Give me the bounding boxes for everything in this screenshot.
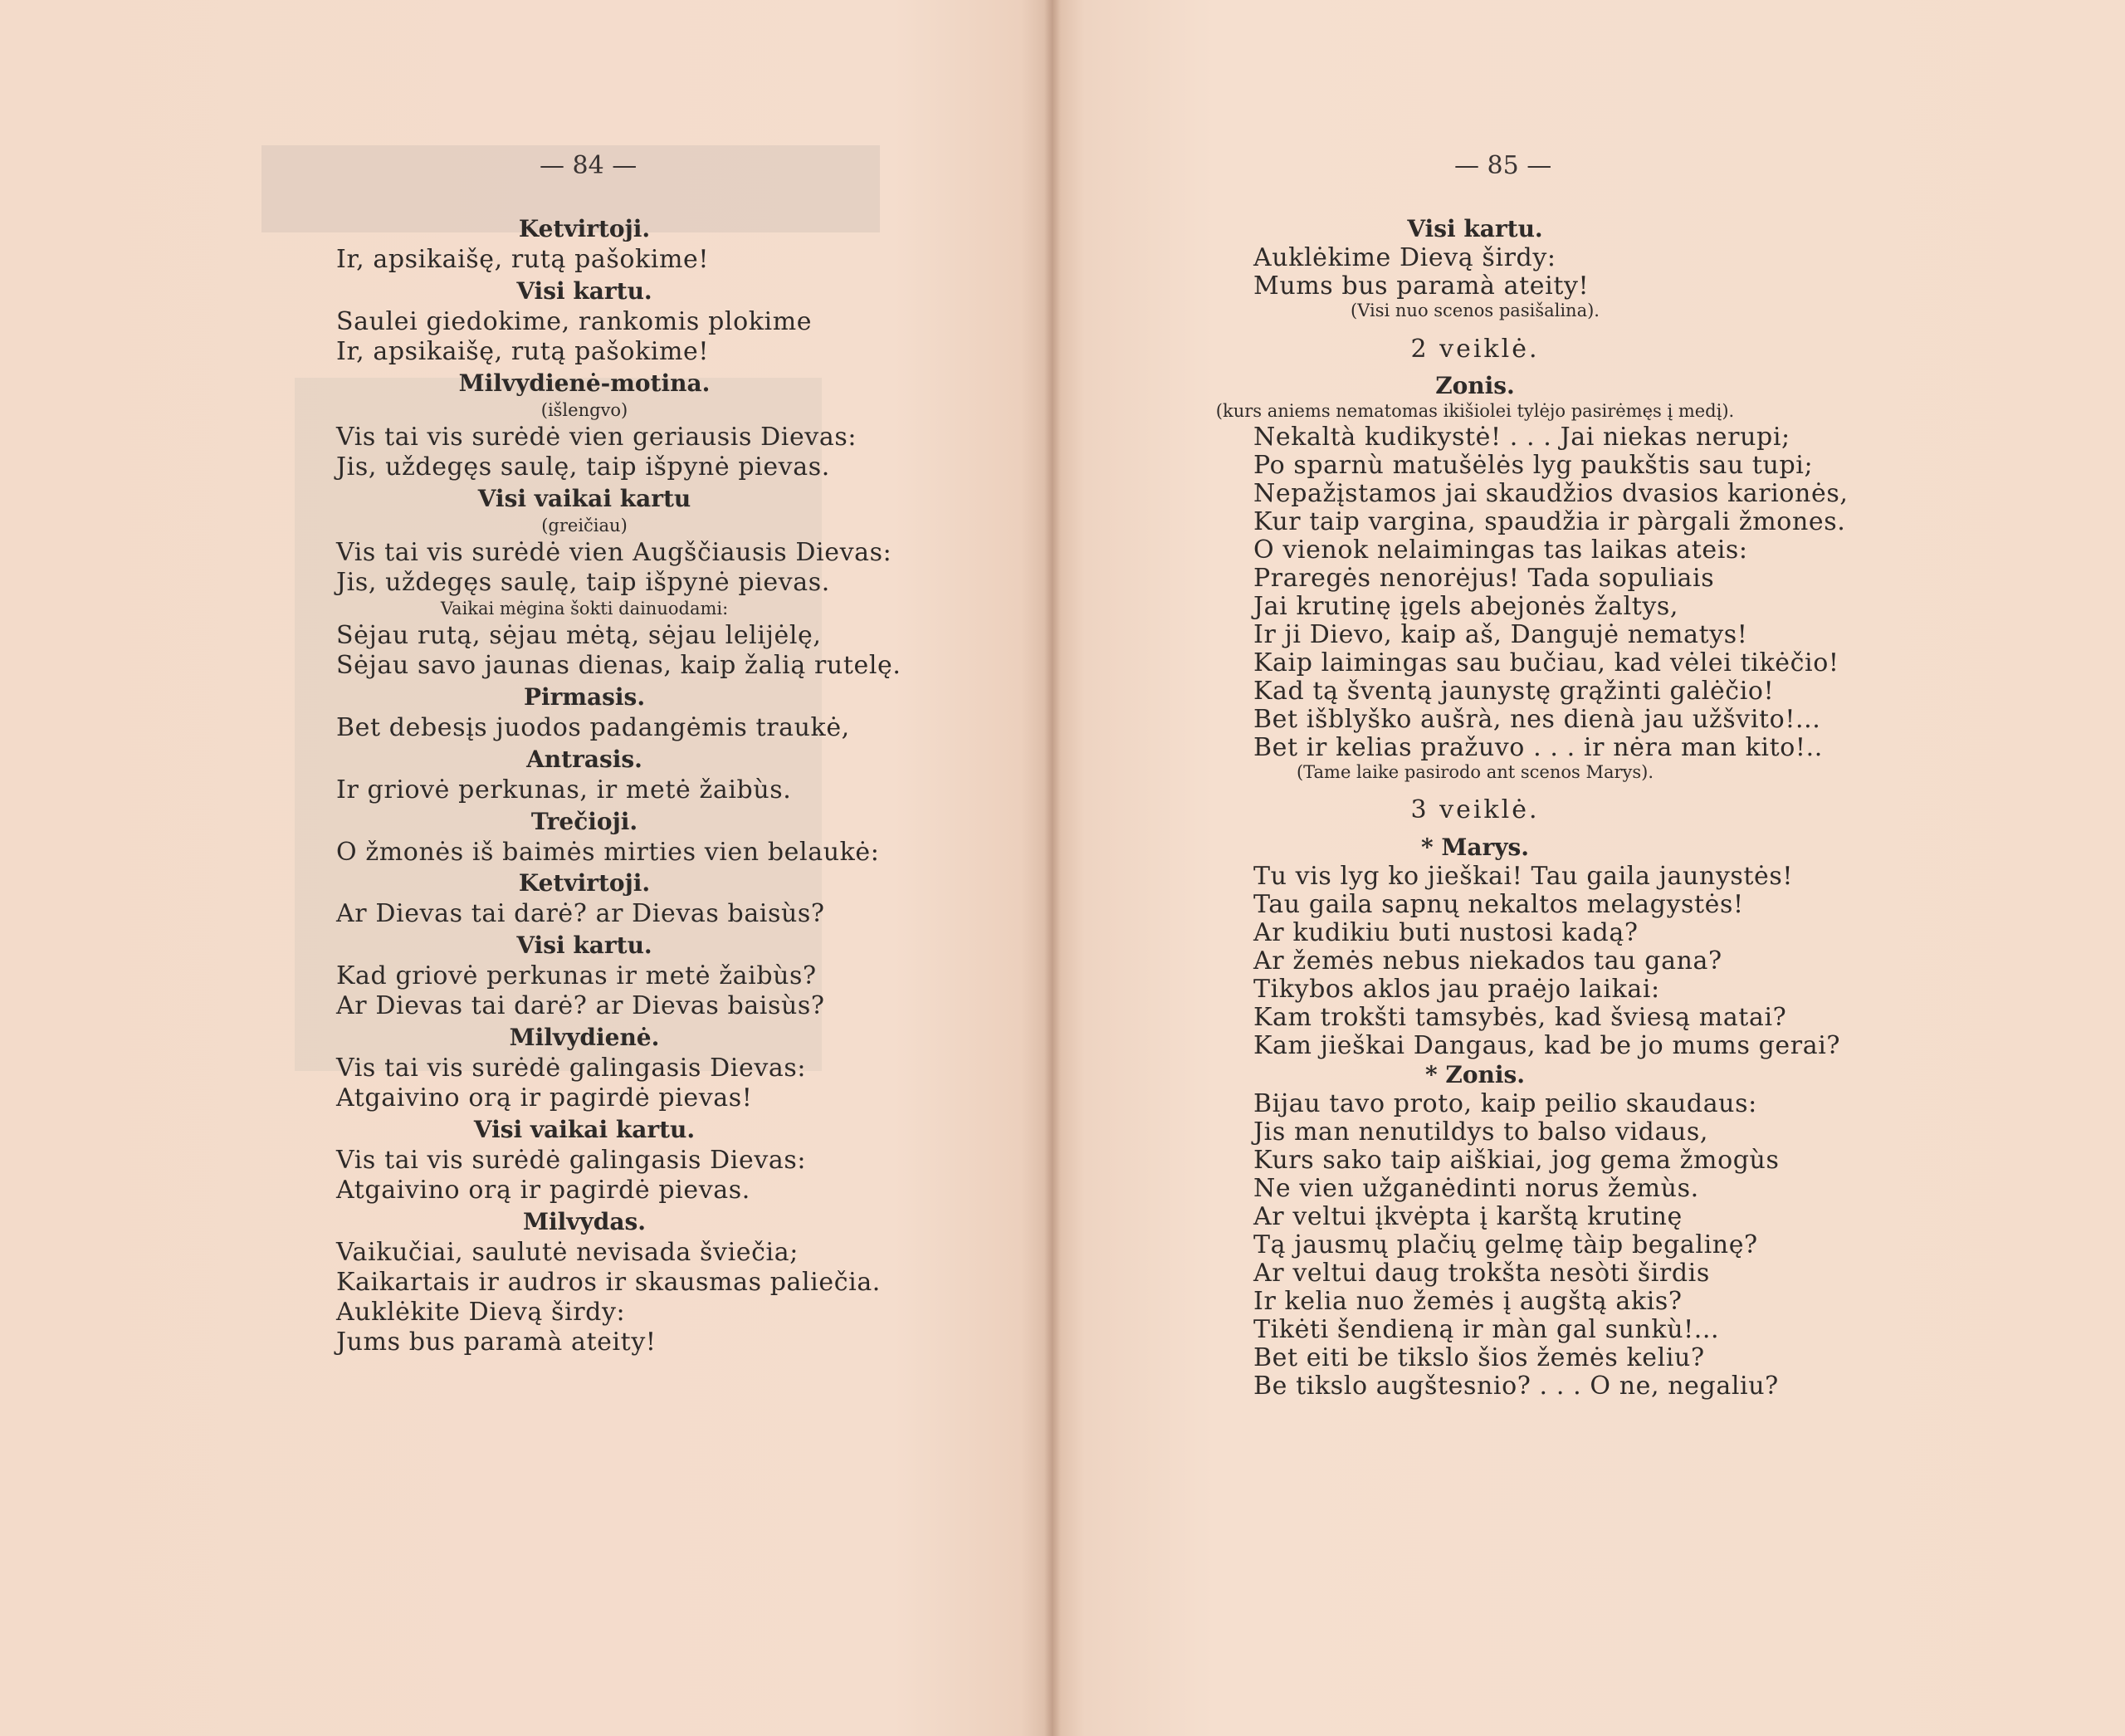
speaker-name: * Zonis.: [1424, 1061, 1526, 1089]
verse-line: Kaikartais ir audros ir skausmas paliečia.: [336, 1267, 881, 1297]
verse-line: Ar Dievas tai darė? ar Dievas baisùs?: [336, 899, 825, 929]
page-number-right: — 85 —: [1454, 151, 1552, 180]
speaker-name: Ketvirtoji.: [518, 869, 651, 897]
verse-line: Ar Dievas tai darė? ar Dievas baisùs?: [336, 991, 825, 1021]
verse-line: Tau gaila sapnų nekaltos melagystės!: [1253, 889, 1744, 919]
verse-line: Ar žemės nebus niekados tau gana?: [1253, 946, 1722, 976]
verse-line: Ar kudikiu buti nustosi kadą?: [1253, 917, 1639, 947]
act-heading: 2 veiklė.: [1410, 334, 1540, 364]
verse-line: Atgaivino orą ir pagirdė pievas!: [336, 1083, 753, 1113]
speaker-name: Visi kartu.: [1407, 215, 1543, 242]
stage-direction: Vaikai mėgina šokti dainuodami:: [440, 598, 729, 619]
speaker-name: Visi kartu.: [516, 932, 652, 960]
verse-line: Atgaivino orą ir pagirdė pievas.: [336, 1176, 750, 1205]
verse-line: Ar veltui daug trokšta nesòti širdis: [1253, 1259, 1710, 1289]
verse-line: Auklėkime Dievą širdy:: [1253, 243, 1556, 272]
verse-line: Bet debesįs juodos padangėmis traukė,: [336, 712, 850, 742]
verse-line: Jis, uždegęs saulę, taip išpynė pievas.: [336, 567, 830, 597]
verse-line: Bet eiti be tikslo šios žemės keliu?: [1253, 1343, 1705, 1373]
speaker-name: Visi vaikai kartu.: [473, 1116, 696, 1144]
verse-line: Vis tai vis surėdė vien Augščiausis Dievas:: [336, 537, 892, 567]
speaker-name: Visi vaikai kartu: [477, 484, 691, 512]
verse-line: Jis, uždegęs saulę, taip išpynė pievas.: [336, 452, 830, 482]
page-number-left: — 84 —: [540, 151, 638, 180]
verse-line: Jai krutinę įgels abejonės žaltys,: [1253, 591, 1679, 621]
verse-line: Kaip laimingas sau bučiau, kad vėlei tikėčio!: [1253, 648, 1839, 677]
verse-line: Jums bus paramà ateity!: [336, 1327, 657, 1357]
verse-line: Tikybos aklos jau praėjo laikai:: [1253, 974, 1660, 1004]
verse-line: Kad griovė perkunas ir metė žaibùs?: [336, 961, 817, 991]
speaker-name: Milvydienė-motina.: [458, 369, 711, 397]
speaker-name: Milvydienė.: [509, 1024, 660, 1052]
verse-line: Kam trokšti tamsybės, kad šviesą matai?: [1253, 1002, 1787, 1032]
verse-line: Jis man nenutildys to balso vidaus,: [1253, 1117, 1709, 1147]
verse-line: Auklėkite Dievą širdy:: [336, 1297, 626, 1327]
verse-line: Po sparnù matušėlės lyg paukštis sau tupi;: [1253, 450, 1814, 480]
stage-direction: (Tame laike pasirodo ant scenos Marys).: [1296, 761, 1654, 782]
verse-line: Kur taip vargina, spaudžia ir pàrgali žmones.: [1253, 506, 1846, 536]
verse-line: Tą jausmų plačių gelmę tàip begalinę?: [1253, 1230, 1758, 1260]
speaker-name: Ketvirtoji.: [518, 215, 651, 242]
book-gutter: [1044, 0, 1061, 1736]
verse-line: Ar veltui įkvėpta į karštą krutinę: [1253, 1202, 1683, 1232]
speaker-name: Trečioji.: [530, 807, 638, 835]
verse-line: Kad tą šventą jaunystę grąžinti galėčio!: [1253, 676, 1775, 706]
verse-line: Sėjau rutą, sėjau mėtą, sėjau lelijėlę,: [336, 620, 822, 650]
verse-line: Be tikslo augštesnio? . . . O ne, negaliu?: [1253, 1372, 1779, 1401]
verse-line: Vaikučiai, saulutė nevisada šviečia;: [336, 1237, 799, 1267]
verse-line: Ir kelia nuo žemės į augštą akis?: [1253, 1287, 1683, 1317]
verse-line: Tikėti šendieną ir màn gal sunkù!...: [1253, 1315, 1720, 1345]
speaker-name: Milvydas.: [522, 1207, 647, 1235]
verse-line: Kam jieškai Dangaus, kad be jo mums gerai?: [1253, 1030, 1841, 1060]
verse-line: Praregės nenorėjus! Tada sopuliais: [1253, 563, 1715, 593]
verse-line: Vis tai vis surėdė galingasis Dievas:: [336, 1054, 807, 1083]
stage-direction: (išlengvo): [540, 399, 628, 420]
stage-direction: (kurs aniems nematomas ikišiolei tylėjo pasirėmęs į medį).: [1215, 401, 1735, 422]
verse-line: Mums bus paramà ateity!: [1253, 271, 1590, 301]
verse-line: Tu vis lyg ko jieškai! Tau gaila jaunystės!: [1253, 861, 1794, 891]
verse-line: Ir, apsikaišę, rutą pašokime!: [336, 245, 710, 274]
verse-line: O vienok nelaimingas tas laikas ateis:: [1253, 535, 1748, 565]
speaker-name: Antrasis.: [526, 745, 642, 773]
verse-line: Ne vien užganėdinti norus žemùs.: [1253, 1174, 1699, 1204]
verse-line: Bijau tavo proto, kaip peilio skaudaus:: [1253, 1089, 1757, 1119]
verse-line: Ir griovė perkunas, ir metė žaibùs.: [336, 775, 792, 804]
verse-line: Kurs sako taip aiškiai, jog gema žmogùs: [1253, 1146, 1780, 1176]
speaker-name: * Marys.: [1420, 833, 1530, 861]
verse-line: Sėjau savo jaunas dienas, kaip žalią rutelę.: [336, 650, 901, 680]
verse-line: Bet išblyško aušrà, nes dienà jau užšvito!...: [1253, 704, 1821, 734]
verse-line: Nekaltà kudikystė! . . . Jai niekas nerupi;: [1253, 422, 1790, 452]
stage-direction: (greičiau): [541, 515, 628, 535]
stage-direction: (Visi nuo scenos pasišalina).: [1351, 301, 1600, 320]
speaker-name: Zonis.: [1435, 372, 1515, 400]
verse-line: O žmonės iš baimės mirties vien belaukė:: [336, 837, 880, 867]
verse-line: Bet ir kelias pražuvo . . . ir nėra man kito!..: [1253, 732, 1823, 762]
verse-line: Vis tai vis surėdė galingasis Dievas:: [336, 1146, 807, 1176]
act-heading: 3 veiklė.: [1410, 795, 1540, 825]
verse-line: Nepažįstamos jai skaudžios dvasios karionės,: [1253, 478, 1849, 508]
verse-line: Ir ji Dievo, kaip aš, Dangujė nematys!: [1253, 619, 1748, 649]
speaker-name: Visi kartu.: [516, 276, 652, 305]
verse-line: Vis tai vis surėdė vien geriausis Dievas:: [336, 422, 857, 452]
speaker-name: Pirmasis.: [523, 682, 646, 711]
verse-line: Saulei giedokime, rankomis plokime: [336, 306, 813, 336]
verse-line: Ir, apsikaišę, rutą pašokime!: [336, 336, 710, 366]
